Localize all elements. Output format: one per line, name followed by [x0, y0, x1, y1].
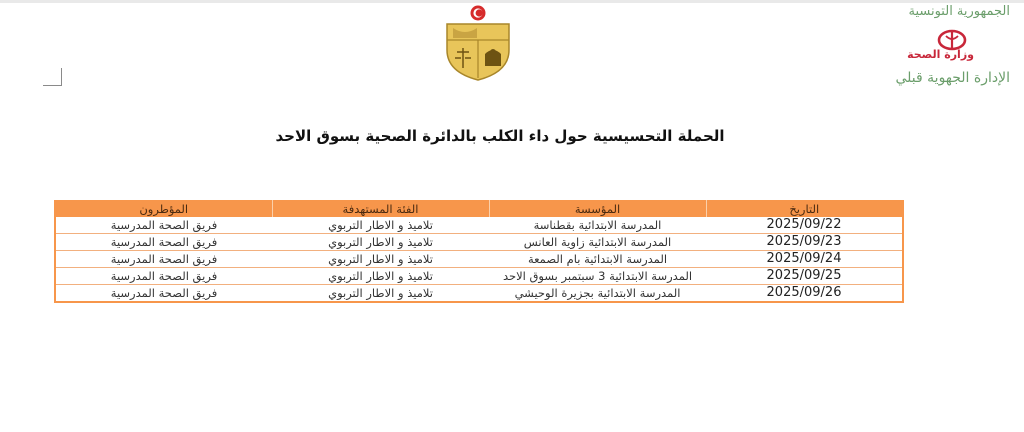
cell-target-group: تلاميذ و الاطار التربوي	[272, 285, 489, 303]
table-row	[55, 285, 903, 303]
cell-date: 2025/09/22	[706, 217, 903, 234]
page-corner-mark	[43, 68, 62, 86]
tunisia-coat-of-arms-icon	[441, 4, 515, 82]
cell-institution: المدرسة الابتدائية زاوية العانس	[489, 234, 706, 251]
cell-target-group: تلاميذ و الاطار التربوي	[272, 268, 489, 285]
table-row	[55, 217, 903, 234]
cell-institution: المدرسة الابتدائية بقطناسة	[489, 217, 706, 234]
table-row	[55, 251, 903, 268]
cell-organizers: فريق الصحة المدرسية	[55, 251, 272, 268]
cell-date: 2025/09/26	[706, 285, 903, 303]
column-header-institution: المؤسسة	[489, 200, 706, 217]
cell-organizers: فريق الصحة المدرسية	[55, 285, 272, 303]
page-top-edge	[0, 0, 1024, 3]
ministry-header	[860, 4, 1010, 88]
cell-institution: المدرسة الابتدائية 3 سبتمبر بسوق الاحد	[489, 268, 706, 285]
table-row	[55, 268, 903, 285]
cell-organizers: فريق الصحة المدرسية	[55, 217, 272, 234]
column-header-date: التاريخ	[706, 200, 903, 217]
cell-organizers: فريق الصحة المدرسية	[55, 268, 272, 285]
campaign-schedule-table	[54, 200, 904, 303]
regional-admin-name: الإدارة الجهوية قبلي	[895, 70, 1010, 86]
column-header-organizers: المؤطرون	[55, 200, 272, 217]
table-header-row	[55, 200, 903, 217]
ministry-name: وزارة الصحة	[907, 48, 974, 61]
cell-target-group: تلاميذ و الاطار التربوي	[272, 251, 489, 268]
column-header-target-group: الفئة المستهدفة	[272, 200, 489, 217]
cell-organizers: فريق الصحة المدرسية	[55, 234, 272, 251]
page-title: الحملة التحسيسية حول داء الكلب بالدائرة الصحية بسوق الاحد	[275, 127, 725, 145]
cell-date: 2025/09/25	[706, 268, 903, 285]
cell-date: 2025/09/23	[706, 234, 903, 251]
cell-institution: المدرسة الابتدائية بام الصمعة	[489, 251, 706, 268]
republic-name: الجمهورية التونسية	[908, 4, 1010, 19]
cell-date: 2025/09/24	[706, 251, 903, 268]
cell-institution: المدرسة الابتدائية بجزيرة الوحيشي	[489, 285, 706, 303]
table-row	[55, 234, 903, 251]
cell-target-group: تلاميذ و الاطار التربوي	[272, 234, 489, 251]
cell-target-group: تلاميذ و الاطار التربوي	[272, 217, 489, 234]
